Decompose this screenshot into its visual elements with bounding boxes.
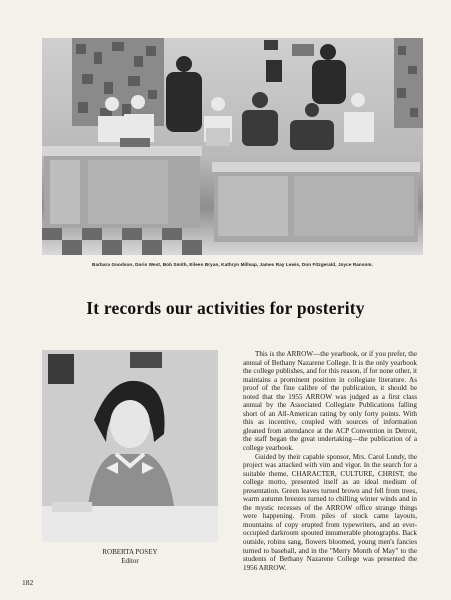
editor-caption (42, 548, 218, 566)
group-photo-caption: Barbara Goodson, Doris West, Bob Smith, Eileen Bryan, Kathryn Millsap, James Ray Lewis, Don Fitzgerald, Joyce Ransom. (92, 262, 373, 267)
page-number: 182 (22, 578, 34, 587)
editor-role: Editor (121, 557, 139, 565)
article-paragraph: This is the ARROW—the yearbook, or if you prefer, the annual of Bethany Nazarene College. It is the only yearbook the college publishes, and for this reason, if for none other, it maintains a prominent position in collegiate literature. As proof of the fine calibre of the publication, it should be noted that the 1955 ARROW was judged as a first class annual by the Associated Collegiate Publications falling short of an All-American rating by only forty points. With this as incentive, coupled with sources of information gleaned from attendance at the ACP Convention in Detroit, the staff began the great undertaking—the publication of a college yearbook. (243, 350, 417, 453)
staff-group-photo (42, 38, 423, 255)
editor-portrait-photo (42, 350, 218, 542)
article-paragraph: Guided by their capable sponsor, Mrs. Carol Lundy, the project was attacked with vim and vigor. In the search for a suitable theme, CHARACTER, CULTURE, CHRIST, the college motto, presented itself as an ideal medium of presentation. Green leaves turned brown and fell from trees, warm autumn breezes turned to chilling winter winds and in the mystic recesses of the ARROW office strange things were happening. From piles of stock came layouts, mountains of copy erupted from typewriters, and an ever-occupied darkroom spouted innumerable photographs. Back outside, robins sang, flowers bloomed, young men's fancies turned to baseball, and in the "Merry Month of May" to the students of Bethany Nazarene College was presented the 1956 ARROW. (243, 452, 417, 572)
page-headline: It records our activities for posterity (86, 298, 365, 318)
article-body (243, 350, 417, 572)
editor-name: ROBERTA POSEY (102, 548, 158, 556)
